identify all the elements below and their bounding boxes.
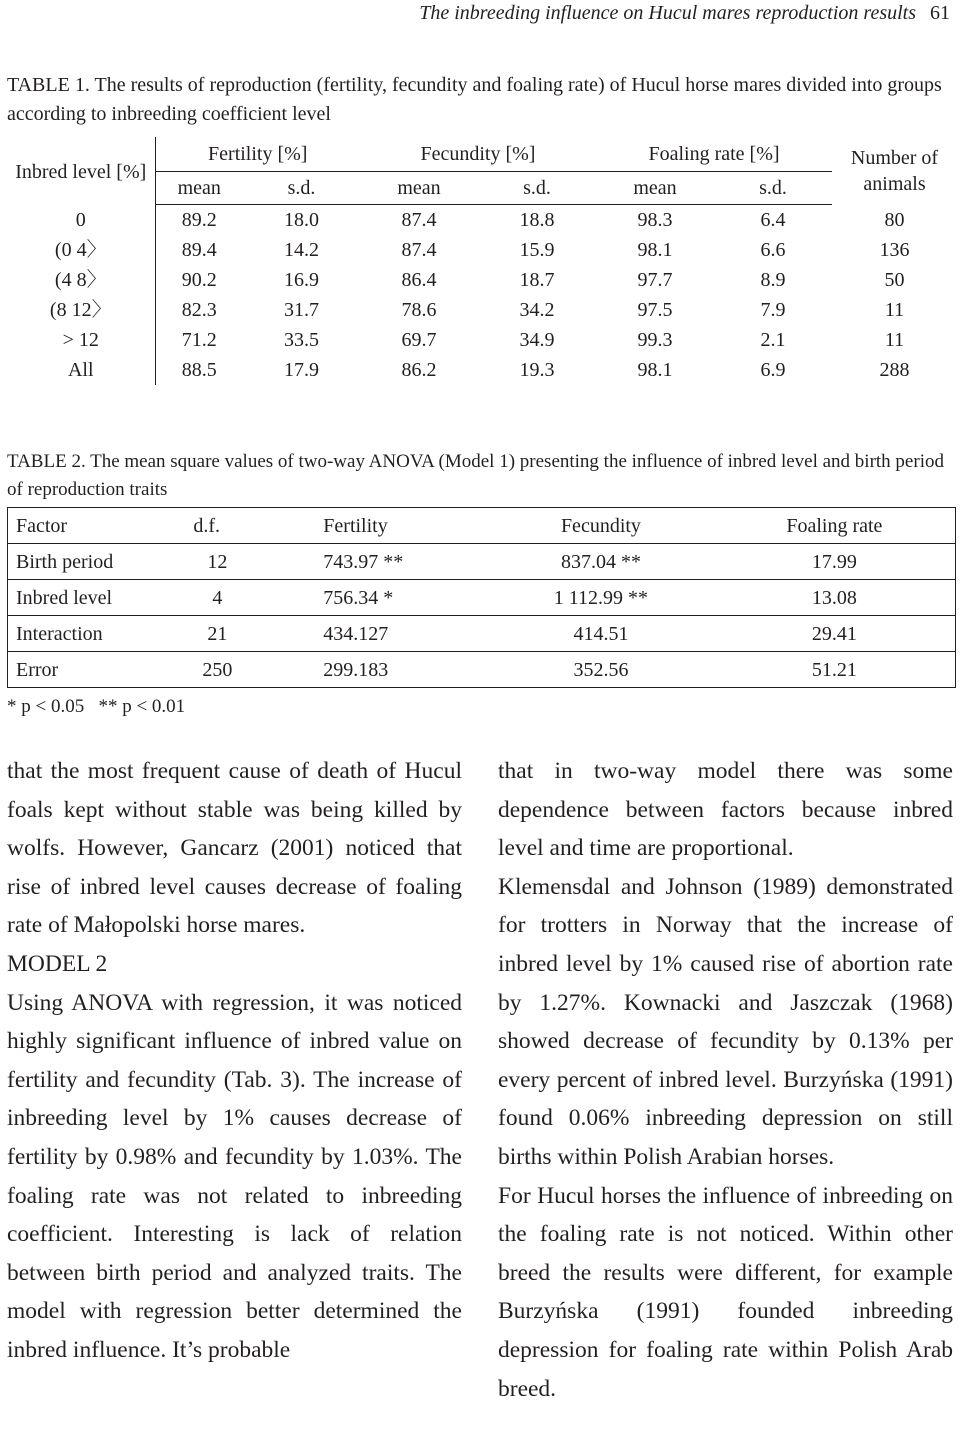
sub-header: s.d. xyxy=(478,172,596,205)
paragraph: that the most frequent cause of death of Hucul foals kept without stable was being killed by wolfs. However, Gancarz (2001) noticed that rise of inbred level causes decrease of foaling rate of Małopolski horse mares. xyxy=(7,758,462,939)
sub-header: mean xyxy=(596,172,714,205)
cell: 6.6 xyxy=(760,239,786,261)
cell: 8.9 xyxy=(760,269,786,291)
cell: 98.1 xyxy=(637,239,673,261)
row-label: (0 4〉 xyxy=(7,235,155,265)
cell: 18.0 xyxy=(284,209,319,231)
table2 xyxy=(7,507,956,688)
paragraph: Klemensdal and Johnson (1989) demonstrated for trotters in Norway that the increase of inbred level by 1% caused rise of abortion rate by 1.27%. Kownacki and Jaszczak (1968) showed decrease of fecundity by 0.13% per every percent of inbred level. Burzyńska (1991) found 0.06% inbreeding depression on still births within Polish Arabian horses. xyxy=(498,873,953,1170)
table2-footnote: * p < 0.05 ** p < 0.01 xyxy=(7,696,186,717)
cell: 18.7 xyxy=(519,269,555,291)
cell: 78.6 xyxy=(401,299,437,321)
cell: 89.2 xyxy=(181,209,217,231)
table-row xyxy=(7,325,957,355)
cell: 250 xyxy=(175,652,259,688)
header-df: d.f. xyxy=(175,508,259,544)
cell: 15.9 xyxy=(519,239,555,261)
cell: 6.4 xyxy=(760,209,786,231)
table-row xyxy=(8,616,956,652)
cell: 87.4 xyxy=(401,239,437,261)
cell: 6.9 xyxy=(760,359,786,381)
paragraph: that in two-way model there was some dependence between factors because inbred level and time are proportional. xyxy=(498,758,953,862)
group-fertility: Fertility [%] xyxy=(155,137,360,172)
group-foaling-rate: Foaling rate [%] xyxy=(596,137,832,172)
cell: 51.21 xyxy=(714,652,956,688)
row-label: Interaction xyxy=(8,616,176,652)
cell: 743.97 ** xyxy=(259,544,488,580)
cell: 21 xyxy=(175,616,259,652)
cell: 31.7 xyxy=(284,299,319,321)
cell: 69.7 xyxy=(401,329,437,351)
cell: 89.4 xyxy=(181,239,217,261)
cell: 299.183 xyxy=(259,652,488,688)
cell: 34.9 xyxy=(519,329,555,351)
cell: 86.2 xyxy=(401,359,437,381)
cell: 17.99 xyxy=(714,544,956,580)
cell: 7.9 xyxy=(760,299,786,321)
table2-caption: TABLE 2. The mean square values of two-way ANOVA (Model 1) presenting the influence of inbred level and birth period of reproduction traits xyxy=(7,451,944,500)
cell: 14.2 xyxy=(284,239,319,261)
cell: 50 xyxy=(884,269,905,291)
cell: 99.3 xyxy=(637,329,673,351)
sub-header: mean xyxy=(155,172,243,205)
cell: 19.3 xyxy=(519,359,555,381)
row-label: All xyxy=(7,355,155,385)
cell: 414.51 xyxy=(488,616,714,652)
cell: 88.5 xyxy=(181,359,217,381)
paragraph: Using ANOVA with regression, it was noticed highly significant influence of inbred value on fertility and fecundity (Tab. 3). The increase of inbreeding level by 1% causes decrease of fertility by 0.98% and fecundity by 1.03%. The foaling rate was not related to inbreeding coefficient. Interesting is lack of relation between birth period and analyzed traits. The model with regression better determined the inbred influence. It’s probable xyxy=(7,989,462,1363)
group-fecundity: Fecundity [%] xyxy=(360,137,596,172)
paragraph: For Hucul horses the influence of inbreeding on the foaling rate is not noticed. Within other breed the results were different, for example Burzyńska (1991) founded inbreeding depression for foaling rate within Polish Arab breed. xyxy=(498,1182,953,1402)
row-label: (4 8〉 xyxy=(7,265,155,295)
header-fecundity: Fecundity xyxy=(488,508,714,544)
cell: 17.9 xyxy=(284,359,319,381)
running-title: The inbreeding influence on Hucul mares reproduction results xyxy=(419,2,916,24)
col-inbred-level: Inbred level [%] xyxy=(7,137,155,205)
running-header xyxy=(419,2,950,25)
cell: 34.2 xyxy=(519,299,555,321)
header-foaling-rate: Foaling rate xyxy=(714,508,956,544)
header-fertility: Fertility xyxy=(259,508,488,544)
sub-header: s.d. xyxy=(714,172,832,205)
cell: 352.56 xyxy=(488,652,714,688)
row-label: 0 xyxy=(7,205,155,236)
section-heading: MODEL 2 xyxy=(7,950,108,977)
sub-header: mean xyxy=(360,172,478,205)
left-column xyxy=(7,752,462,1370)
cell: 86.4 xyxy=(401,269,437,291)
row-label: Inbred level xyxy=(8,580,176,616)
table-header-row xyxy=(8,508,956,544)
cell: 837.04 ** xyxy=(488,544,714,580)
cell: 434.127 xyxy=(259,616,488,652)
cell: 1 112.99 ** xyxy=(488,580,714,616)
cell: 33.5 xyxy=(284,329,319,351)
cell: 98.3 xyxy=(637,209,673,231)
table-row xyxy=(7,205,957,236)
cell: 97.7 xyxy=(637,269,673,291)
cell: 11 xyxy=(884,299,905,321)
table-row xyxy=(7,265,957,295)
cell: 4 xyxy=(175,580,259,616)
sub-header: s.d. xyxy=(243,172,360,205)
page-number: 61 xyxy=(930,2,950,24)
table-row xyxy=(7,295,957,325)
cell: 288 xyxy=(879,359,910,381)
col-number-of-animals: Number of animals xyxy=(850,146,939,195)
cell: 97.5 xyxy=(637,299,673,321)
row-label: > 12 xyxy=(7,325,155,355)
table-row xyxy=(8,580,956,616)
cell: 16.9 xyxy=(284,269,319,291)
table1 xyxy=(7,137,957,385)
cell: 2.1 xyxy=(760,329,786,351)
cell: 98.1 xyxy=(637,359,673,381)
table-row xyxy=(7,235,957,265)
row-label: Birth period xyxy=(8,544,176,580)
table-row xyxy=(7,355,957,385)
table-row xyxy=(8,544,956,580)
cell: 756.34 * xyxy=(259,580,488,616)
cell: 13.08 xyxy=(714,580,956,616)
cell: 18.8 xyxy=(519,209,555,231)
cell: 80 xyxy=(884,208,905,231)
cell: 11 xyxy=(884,329,905,351)
header-factor: Factor xyxy=(8,508,176,544)
cell: 82.3 xyxy=(181,299,217,321)
cell: 90.2 xyxy=(181,269,217,291)
cell: 87.4 xyxy=(401,209,437,231)
table1-caption: TABLE 1. The results of reproduction (fertility, fecundity and foaling rate) of Hucul horse mares divided into groups according to inbreeding coefficient level xyxy=(7,74,942,125)
right-column xyxy=(498,752,953,1408)
cell: 71.2 xyxy=(181,329,217,351)
cell: 12 xyxy=(175,544,259,580)
table-row xyxy=(8,652,956,688)
row-label: (8 12〉 xyxy=(7,295,155,325)
row-label: Error xyxy=(8,652,176,688)
cell: 136 xyxy=(879,239,910,261)
cell: 29.41 xyxy=(714,616,956,652)
